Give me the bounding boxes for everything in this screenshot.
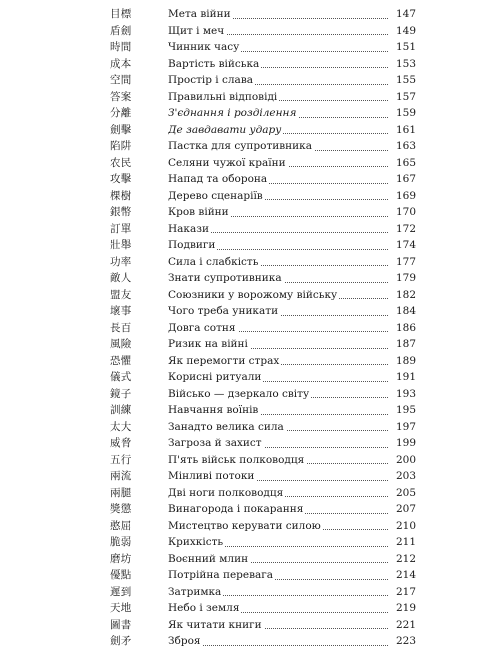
toc-entry-page-number: 161 [395,123,416,136]
toc-entry [0,303,500,320]
toc-entry [0,89,500,106]
toc-entry-title [168,402,388,419]
toc-entry [0,402,500,419]
toc-entry-title-text: Потрійна перевага [168,569,274,581]
toc-entry [0,105,500,122]
toc-entry-title [168,320,388,337]
toc-entry-title [168,204,388,221]
toc-entry-title [168,138,388,155]
toc-entry-page-number: 197 [395,420,416,433]
toc-entry-hanzi: 兩腿 [110,486,132,499]
toc-entry [0,567,500,584]
toc-entry-title-text: Ризик на війні [168,338,248,350]
toc-entry-title [168,336,388,353]
toc-entry-title [168,89,388,106]
toc-entry-page-number: 159 [395,107,416,119]
toc-entry-hanzi: 時間 [110,41,132,53]
toc-entry-title-text: Мінливі потоки [168,470,255,482]
toc-entry-page-number: 170 [395,206,416,218]
toc-entry-hanzi: 儀式 [110,371,132,383]
toc-entry-title [168,468,388,485]
toc-entry-title-text: Крихкість [168,536,224,548]
toc-entry [0,551,500,568]
toc-entry-hanzi: 敵人 [110,272,132,284]
toc-entry-hanzi: 盟友 [110,288,132,301]
toc-entry-title-text: Занадто велика сила [168,420,284,433]
toc-entry-hanzi: 空間 [110,74,132,86]
toc-entry-title [168,534,388,551]
toc-entry-title-text: Дві ноги полководця [168,486,284,499]
toc-entry-title-text: Подвиги [168,239,216,251]
toc-entry [0,452,500,469]
toc-entry-title [168,188,388,205]
toc-entry-page-number: 219 [395,602,416,614]
toc-entry-hanzi: 陷阱 [110,140,132,152]
toc-entry-hanzi: 天地 [110,602,132,614]
toc-entry-hanzi: 兩流 [110,470,132,482]
toc-entry-title [168,122,388,139]
toc-entry-hanzi: 訂單 [110,222,132,235]
toc-entry-hanzi: 憨屈 [110,519,132,532]
toc-entry-title-text: Загроза й захист [168,437,262,449]
toc-entry-hanzi: 劍矛 [110,635,132,647]
toc-entry-title-text: Як перемогти страх [168,354,280,367]
toc-entry-title [168,551,388,568]
toc-entry-title-text: Сила і слабкість [168,255,259,268]
toc-entry-hanzi: 壞事 [110,305,132,317]
toc-entry-page-number: 149 [395,24,416,37]
toc-entry-hanzi: 恐懼 [110,354,132,367]
toc-entry-hanzi: 訓練 [110,404,132,416]
toc-entry-page-number: 205 [395,486,416,499]
toc-entry-page-number: 212 [395,552,416,565]
toc-entry-hanzi: 風險 [110,338,132,350]
toc-entry-page-number: 187 [395,338,416,350]
toc-entry-title-text: Накази [168,222,209,235]
toc-entry-page-number: 155 [395,74,416,86]
toc-entry-page-number: 195 [395,404,416,416]
toc-entry-hanzi: 盾劍 [110,24,132,37]
toc-entry-title-text: Затримка [168,585,222,598]
toc-entry [0,435,500,452]
toc-entry-page-number: 221 [395,618,416,631]
toc-entry-page-number: 223 [395,635,416,647]
toc-entry-title [168,369,388,386]
toc-entry-title-text: Мета війни [168,8,231,20]
toc-entry-hanzi: 威脅 [110,437,132,449]
toc-entry-title [168,155,388,172]
toc-entry-hanzi: 五行 [110,453,132,466]
toc-entry [0,617,500,634]
toc-entry [0,122,500,139]
toc-entry-hanzi: 獎懲 [110,503,132,515]
toc-entry-title-text: Чинник часу [168,41,240,53]
toc-entry-hanzi: 脆弱 [110,536,132,548]
toc-entry [0,468,500,485]
toc-entry [0,138,500,155]
toc-entry-title [168,419,388,436]
toc-entry-title-text: Пастка для супротивника [168,140,313,152]
toc-entry-hanzi: 優點 [110,569,132,581]
toc-entry-page-number: 210 [395,519,416,532]
toc-entry-title [168,617,388,634]
toc-entry [0,336,500,353]
toc-entry [0,419,500,436]
toc-entry-page-number: 189 [395,354,416,367]
toc-entry-hanzi: 長百 [110,321,132,334]
toc-entry-title-text: Напад та оборона [168,173,268,185]
toc-entry [0,39,500,56]
toc-entry-title-text: Щит і меч [168,24,225,37]
toc-entry-hanzi: 太大 [110,420,132,433]
toc-entry-title-text: Військо — дзеркало світу [168,387,310,400]
toc-entry-hanzi: 分離 [110,107,132,119]
toc-entry-title [168,6,388,23]
toc-entry [0,633,500,650]
toc-entry-title [168,386,388,403]
toc-entry [0,600,500,617]
toc-entry-title-text: Дерево сценаріїв [168,189,263,202]
toc-entry [0,6,500,23]
toc-entry-page-number: 193 [395,387,416,400]
toc-entry-page-number: 217 [395,585,416,598]
toc-entry-page-number: 199 [395,437,416,449]
toc-entry-title [168,584,388,601]
toc-entry-hanzi: 劍擊 [110,123,132,136]
toc-entry-title [168,171,388,188]
toc-entry [0,353,500,370]
toc-entry [0,221,500,238]
toc-entry-title-text: Небо і земля [168,602,240,614]
toc-entry-page-number: 179 [395,272,416,284]
toc-entry-title [168,353,388,370]
toc-entry-title-text: Воєнний млин [168,552,249,565]
toc-entry-hanzi: 遲到 [110,585,132,598]
toc-entry-hanzi: 鏡子 [110,387,132,400]
toc-entry-title-text: Корисні ритуали [168,371,262,383]
toc-entry-page-number: 151 [395,41,416,53]
toc-entry-page-number: 172 [395,222,416,235]
toc-entry-title [168,501,388,518]
toc-entry [0,72,500,89]
toc-entry-title-text: Вартість війська [168,57,260,70]
toc-entry-title [168,600,388,617]
toc-entry-title-text: Союзники у ворожому війську [168,288,338,301]
toc-entry-title-text: Мистецтво керувати силою [168,519,321,532]
toc-entry-title-text: Навчання воїнів [168,404,259,416]
toc-entry-title [168,270,388,287]
toc-entry-title-text: Кров війни [168,206,229,218]
toc-entry-page-number: 203 [395,470,416,482]
toc-entry [0,270,500,287]
toc-entry-title [168,567,388,584]
toc-entry-page-number: 157 [395,90,416,103]
toc-entry-page-number: 177 [395,255,416,268]
toc-entry-hanzi: 功率 [110,255,132,268]
toc-entry [0,56,500,73]
table-of-contents [0,6,500,650]
toc-entry-page-number: 214 [395,569,416,581]
toc-entry-title-text: Винагорода і покарання [168,503,304,515]
toc-entry-title [168,221,388,238]
toc-entry [0,485,500,502]
toc-entry-title-text: Простір і слава [168,74,253,86]
toc-entry-title-text: Правильні відповіді [168,90,278,103]
toc-entry [0,171,500,188]
toc-entry-title [168,23,388,40]
toc-entry-title-text: Де завдавати удару [168,123,282,136]
toc-entry-title [168,485,388,502]
toc-entry [0,254,500,271]
toc-entry [0,23,500,40]
toc-entry-page-number: 163 [395,140,416,152]
toc-entry-hanzi: 农民 [110,156,132,169]
toc-entry [0,188,500,205]
toc-entry-title [168,254,388,271]
toc-entry-title-text: Як читати книги [168,618,262,631]
toc-entry-title-text: З'єднання і розділення [168,107,297,119]
toc-entry-title [168,518,388,535]
toc-entry-page-number: 186 [395,321,416,334]
toc-entry [0,534,500,551]
toc-entry-title-text: Селяни чужої країни [168,156,286,169]
toc-entry-title [168,237,388,254]
toc-entry [0,584,500,601]
toc-entry [0,287,500,304]
toc-entry-title [168,56,388,73]
toc-entry [0,204,500,221]
toc-entry-hanzi: 成本 [110,57,132,70]
toc-entry-title-text: Зброя [168,635,201,647]
toc-entry-page-number: 165 [395,156,416,169]
toc-entry-title [168,72,388,89]
toc-entry-hanzi: 磨坊 [110,552,132,565]
toc-entry-page-number: 200 [395,453,416,466]
toc-entry-page-number: 169 [395,189,416,202]
toc-entry-title [168,105,388,122]
toc-entry-title-text: Знати супротивника [168,272,282,284]
toc-entry-hanzi: 銀幣 [110,206,132,218]
toc-entry-title-text: Довга сотня [168,321,236,334]
toc-entry [0,369,500,386]
toc-entry [0,501,500,518]
toc-entry-hanzi: 攻擊 [110,173,132,185]
toc-entry-page-number: 153 [395,57,416,70]
toc-entry-title [168,39,388,56]
toc-entry [0,518,500,535]
toc-entry-page-number: 207 [395,503,416,515]
toc-entry-title [168,452,388,469]
toc-entry [0,386,500,403]
toc-entry-hanzi: 目標 [110,8,132,20]
toc-entry-page-number: 167 [395,173,416,185]
toc-entry-hanzi: 答案 [110,90,132,103]
toc-entry-title-text: Чого треба уникати [168,305,279,317]
toc-entry-page-number: 182 [395,288,416,301]
toc-entry-page-number: 147 [395,8,416,20]
toc-entry-hanzi: 棵樹 [110,189,132,202]
toc-entry [0,320,500,337]
toc-entry-page-number: 211 [395,536,416,548]
toc-entry-hanzi: 圖書 [110,618,132,631]
toc-entry-title [168,303,388,320]
toc-entry [0,237,500,254]
toc-entry-title [168,435,388,452]
toc-entry-page-number: 174 [395,239,416,251]
toc-entry-page-number: 191 [395,371,416,383]
toc-entry-title [168,633,388,650]
toc-entry [0,155,500,172]
toc-entry-title-text: П'ять військ полководця [168,453,305,466]
toc-entry-page-number: 184 [395,305,416,317]
toc-entry-title [168,287,388,304]
toc-entry-hanzi: 壯舉 [110,239,132,251]
